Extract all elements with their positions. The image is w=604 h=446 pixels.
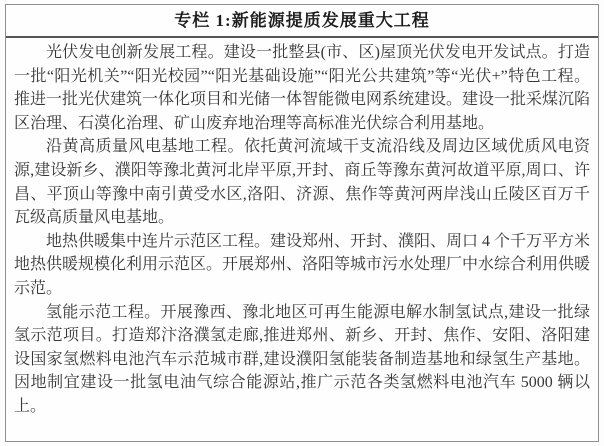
panel-body (6, 38, 598, 423)
paragraph-hydrogen: 氢能示范工程。开展豫西、豫北地区可再生能源电解水制氢试点,建设一批绿氢示范项目。打造郑汴洛濮氢走廊,推进郑州、新乡、开封、焦作、安阳、洛阳建设国家氢燃料电池汽车示范城市群,建设濮阳氢能装备制造基地和绿氢生产基地。因地制宜建设一批氢电油气综合能源站,推广示范各类氢燃料电池汽车 5000 辆以上。 (14, 303, 590, 415)
paragraph-wind-power: 沿黄高质量风电基地工程。依托黄河流域干支流沿线及周边区域优质风电资源,建设新乡、濮阳等豫北黄河北岸平原,开封、商丘等豫东黄河故道平原,周口、许昌、平顶山等豫中南引黄受水区,洛阳、济源、焦作等黄河两岸浅山丘陵区百万千瓦级高质量风电基地。 (14, 138, 590, 227)
paragraph-geothermal-heating: 地热供暖集中连片示范区工程。建设郑州、开封、濮阳、周口 4 个千万平方米地热供暖规模化利用示范区。开展郑州、洛阳等城市污水处理厂中水综合利用供暖示范。 (14, 232, 591, 297)
panel-title: 专栏 1:新能源提质发展重大工程 (6, 5, 598, 38)
column-box (5, 4, 599, 442)
paragraph-solar-pv: 光伏发电创新发展工程。建设一批整县(市、区)屋顶光伏发电开发试点。打造一批“阳光机关”“阳光校园”“阳光基础设施”“阳光公共建筑”等“光伏+”特色工程。推进一批光伏建筑一体化项目和光储一体智能微电网系统建设。建设一批采煤沉陷区治理、石漠化治理、矿山废弃地治理等高标准光伏综合利用基地。 (14, 44, 591, 132)
